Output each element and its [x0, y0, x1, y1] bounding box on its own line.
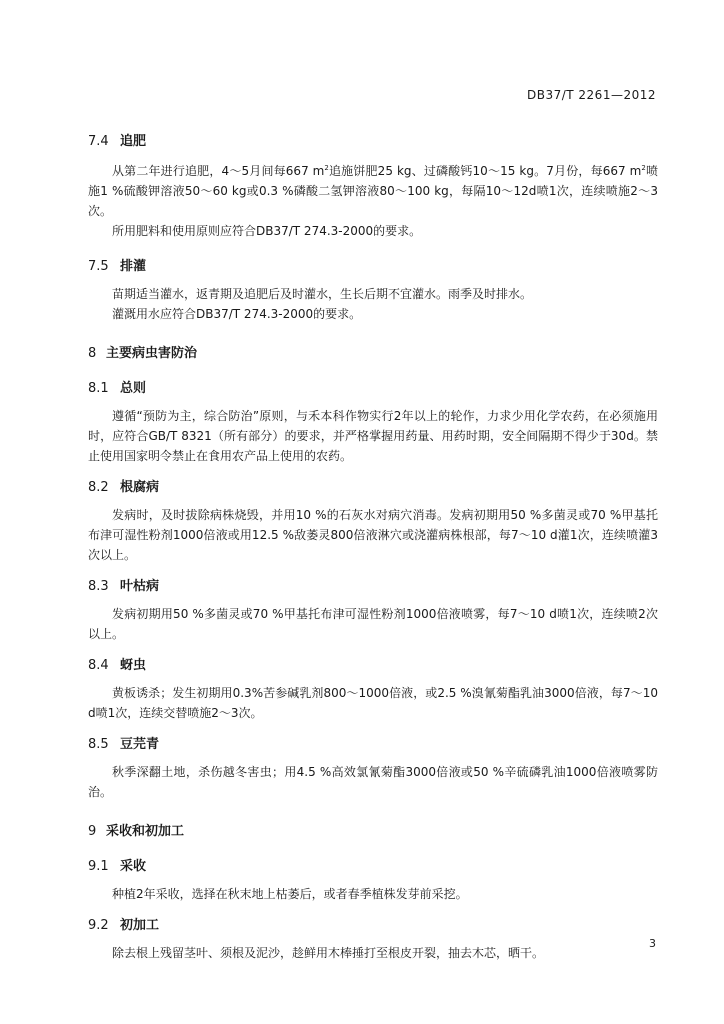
paragraph: 遵循“预防为主，综合防治”原则，与禾本科作物实行2年以上的轮作，力求少用化学农药，在必须施用时，应符合GB/T 8321（所有部分）的要求，并严格掌握用药量、用药时期，安全间隔期不得少于30d。禁止使用国家明令禁止在食用农产品上使用的农药。: [88, 409, 658, 463]
section-number: 7.4: [88, 134, 109, 149]
section-title: 叶枯病: [120, 579, 160, 594]
section-title: 排灌: [120, 259, 147, 274]
section-heading-8-2: [88, 476, 658, 495]
document-body: [88, 128, 658, 963]
chapter-heading-8: [88, 342, 658, 361]
section-title: 根腐病: [120, 480, 160, 495]
section-heading-8-4: [88, 654, 658, 673]
section-title: 追肥: [120, 134, 147, 149]
chapter-heading-9: [88, 820, 658, 839]
paragraph: 所用肥料和使用原则应符合DB37/T 274.3-2000的要求。: [112, 224, 422, 238]
section-number: 8.4: [88, 658, 109, 673]
section-title: 豆芫青: [120, 737, 160, 752]
paragraph: 发病初期用50 %多菌灵或70 %甲基托布津可湿性粉剂1000倍液喷雾，每7～10 d喷1次，连续喷2次以上。: [88, 607, 658, 641]
chapter-title: 主要病虫害防治: [106, 346, 198, 361]
section-heading-8-1: [88, 377, 658, 396]
section-heading-9-1: [88, 855, 658, 874]
paragraph: 除去根上残留茎叶、须根及泥沙，趁鲜用木棒捶打至根皮开裂，抽去木芯，晒干。: [112, 946, 545, 960]
paragraph: 从第二年进行追肥，4～5月间每667 $m^2$追施饼肥25 kg、过磷酸钙10～15 kg。7月份，每667 $m^2$喷施1 %硫酸钾溶液50～60 kg或0.3 %磷酸二氢钾溶液80～100 kg，每隔10～12d喷1次，连续喷施2～3次。: [88, 164, 658, 218]
section-title: 采收: [120, 859, 147, 874]
section-number: 8.1: [88, 381, 109, 396]
section-title: 总则: [120, 381, 147, 396]
standard-code: DB37/T 2261—2012: [526, 88, 656, 102]
section-number: 8.3: [88, 579, 109, 594]
chapter-title: 采收和初加工: [106, 824, 185, 839]
section-number: 9.2: [88, 918, 109, 933]
paragraph: 秋季深翻土地，杀伤越冬害虫；用4.5 %高效氯氰菊酯3000倍液或50 %辛硫磷乳油1000倍液喷雾防治。: [88, 765, 658, 799]
page-number: 3: [649, 937, 656, 950]
section-number: 8.5: [88, 737, 109, 752]
paragraph: 种植2年采收，选择在秋末地上枯萎后，或者春季植株发芽前采挖。: [112, 887, 468, 901]
chapter-number: 9: [88, 824, 97, 839]
paragraph: 发病时，及时拔除病株烧毁，并用10 %的石灰水对病穴消毒。发病初期用50 %多菌灵或70 %甲基托布津可湿性粉剂1000倍液或用12.5 %敌萎灵800倍液淋穴或浇灌病株根部，每7～10 d灌1次，连续喷灌3次以上。: [88, 508, 658, 562]
section-heading-8-5: [88, 733, 658, 752]
section-number: 9.1: [88, 859, 109, 874]
section-number: 7.5: [88, 259, 109, 274]
section-title: 初加工: [120, 918, 160, 933]
section-heading-8-3: [88, 575, 658, 594]
section-heading-7-4: [88, 130, 658, 149]
paragraph: 灌溉用水应符合DB37/T 274.3-2000的要求。: [112, 307, 362, 321]
section-heading-7-5: [88, 255, 658, 274]
chapter-number: 8: [88, 346, 97, 361]
section-heading-9-2: [88, 914, 658, 933]
paragraph: 苗期适当灌水，返青期及追肥后及时灌水，生长后期不宜灌水。雨季及时排水。: [112, 287, 533, 301]
paragraph: 黄板诱杀；发生初期用0.3%苦参碱乳剂800～1000倍液，或2.5 %溴氰菊酯乳油3000倍液，每7～10 d喷1次，连续交替喷施2～3次。: [88, 686, 658, 720]
section-title: 蚜虫: [120, 658, 147, 673]
section-number: 8.2: [88, 480, 109, 495]
